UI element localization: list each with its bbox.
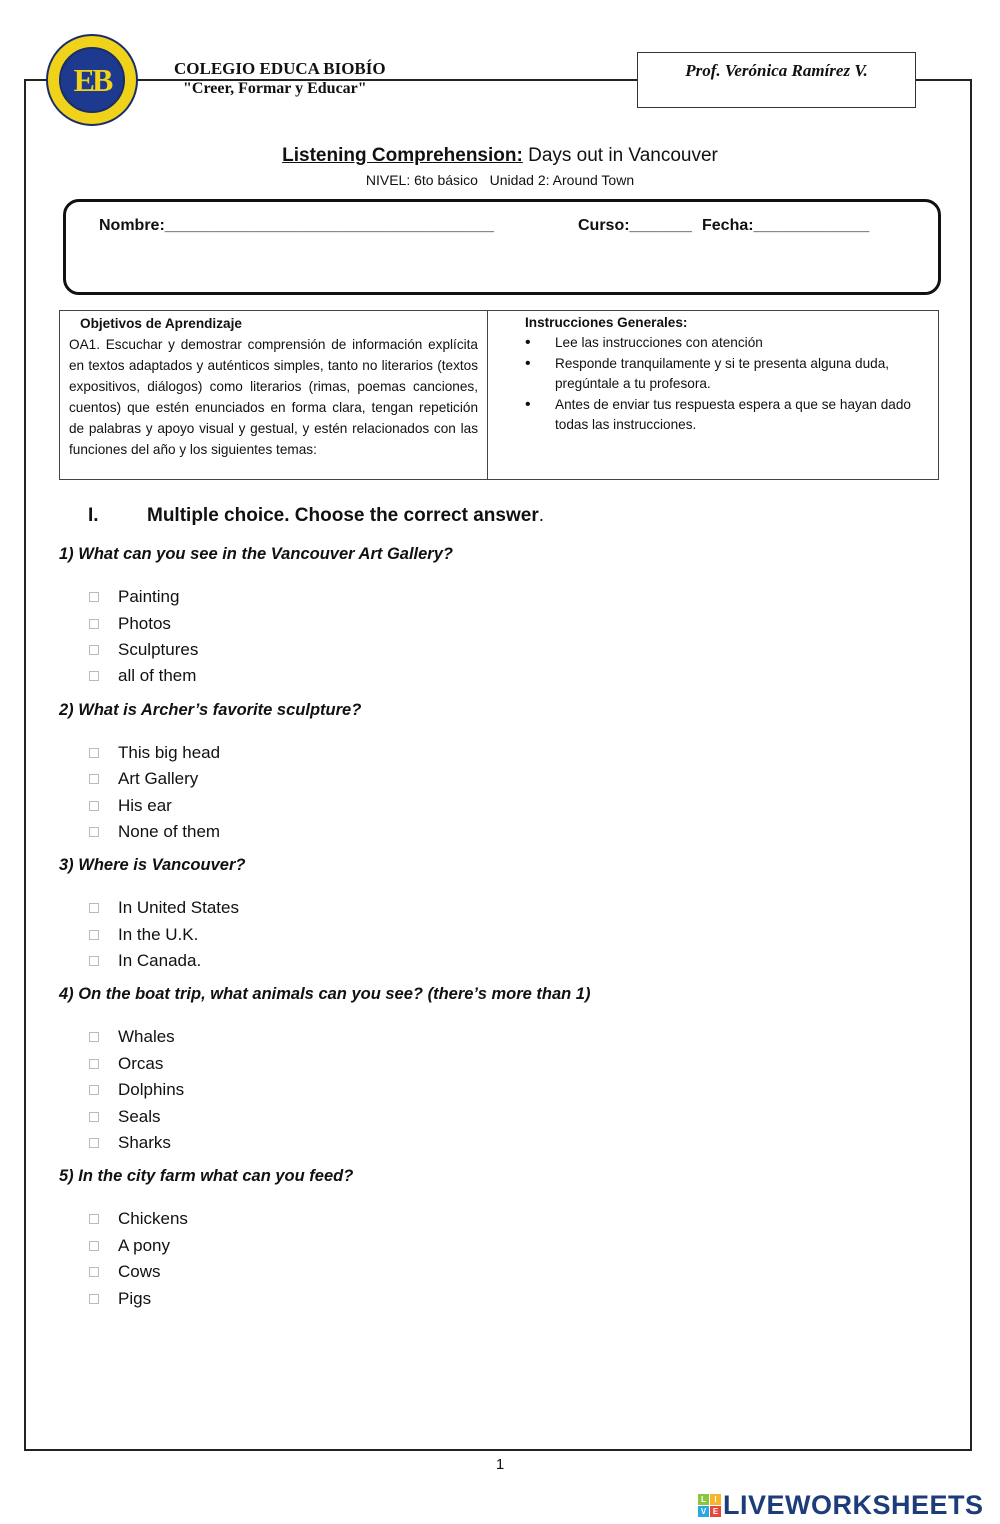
- answer-option[interactable]: [59, 1051, 939, 1077]
- option-label: In Canada.: [118, 951, 202, 971]
- answer-option[interactable]: [59, 610, 939, 636]
- option-label: None of them: [118, 821, 221, 841]
- answer-option[interactable]: [59, 1130, 939, 1156]
- section-number: I.: [88, 505, 99, 526]
- objectives-table: [59, 310, 939, 480]
- answer-option[interactable]: [59, 1077, 939, 1103]
- checkbox-icon[interactable]: [89, 671, 99, 681]
- checkbox-icon[interactable]: [89, 1112, 99, 1122]
- answer-option[interactable]: [59, 584, 939, 610]
- instructions-cell: [488, 311, 938, 479]
- option-label: Orcas: [118, 1053, 164, 1073]
- answer-option[interactable]: [59, 819, 939, 845]
- answer-option[interactable]: [59, 1024, 939, 1050]
- checkbox-icon[interactable]: [89, 1294, 99, 1304]
- answer-option[interactable]: [59, 948, 939, 974]
- checkbox-icon[interactable]: [89, 1138, 99, 1148]
- checkbox-icon[interactable]: [89, 1267, 99, 1277]
- checkbox-icon[interactable]: [89, 930, 99, 940]
- section-period: .: [538, 505, 544, 526]
- option-label: Dolphins: [118, 1080, 185, 1100]
- objectives-heading: Objetivos de Aprendizaje: [80, 316, 242, 331]
- checkbox-icon[interactable]: [89, 827, 99, 837]
- instruction-item: • Antes de enviar tus respuesta espera a que se hayan dado todas las instrucciones.: [525, 395, 926, 435]
- option-label: Pigs: [118, 1288, 152, 1308]
- checkbox-icon[interactable]: [89, 903, 99, 913]
- checkbox-icon[interactable]: [89, 645, 99, 655]
- checkbox-icon[interactable]: [89, 1241, 99, 1251]
- title-rest: Days out in Vancouver: [522, 145, 718, 166]
- option-label: Sculptures: [118, 639, 199, 659]
- questions-list: [59, 545, 939, 1323]
- school-name: COLEGIO EDUCA BIOBÍO: [174, 59, 390, 79]
- option-label: all of them: [118, 666, 197, 686]
- student-info-box: [63, 199, 941, 295]
- checkbox-icon[interactable]: [89, 1214, 99, 1224]
- logo-letters: EB: [59, 47, 125, 113]
- answer-option[interactable]: [59, 663, 939, 689]
- checkbox-icon[interactable]: [89, 801, 99, 811]
- objectives-text: OA1. Escuchar y demostrar comprensión de información explícita en textos adaptados y auténticos simples, tanto no literarios (textos expositivos, diálogos) como literarios (rimas, poemas canciones, cuentos) que estén enunciados en forma clara, tengan repetición de palabras y apoyo visual y gestual, y estén relacionados con las funciones del año y los siguientes temas:: [69, 337, 478, 457]
- answer-option[interactable]: [59, 766, 939, 792]
- checkbox-icon[interactable]: [89, 956, 99, 966]
- brand-name: LIVEWORKSHEETS: [723, 1490, 984, 1520]
- icon-tile: I: [710, 1494, 721, 1505]
- icon-tile: V: [698, 1506, 709, 1517]
- answer-option[interactable]: [59, 792, 939, 818]
- page-number: 1: [495, 1456, 505, 1473]
- option-label: Sharks: [118, 1133, 171, 1153]
- worksheet-subtitle: NIVEL: 6to básico Unidad 2: Around Town: [365, 172, 635, 188]
- section-title: Multiple choice. Choose the correct answer: [147, 505, 539, 526]
- school-logo: [46, 34, 138, 126]
- worksheet-title: [0, 145, 1000, 167]
- answer-option[interactable]: [59, 637, 939, 663]
- answer-option[interactable]: [59, 1233, 939, 1259]
- answer-option[interactable]: [59, 895, 939, 921]
- instructions-heading: Instrucciones Generales:: [525, 315, 688, 330]
- question-3: 3) Where is Vancouver?: [59, 856, 246, 875]
- date-field[interactable]: Fecha:_____________: [702, 217, 870, 234]
- teacher-name: Prof. Verónica Ramírez V.: [637, 52, 916, 108]
- question-2: 2) What is Archer’s favorite sculpture?: [59, 700, 362, 719]
- checkbox-icon[interactable]: [89, 1032, 99, 1042]
- question-1: 1) What can you see in the Vancouver Art Gallery?: [59, 545, 453, 563]
- answer-option[interactable]: [59, 1285, 939, 1311]
- option-label: His ear: [118, 795, 172, 815]
- options-list: [59, 1206, 939, 1312]
- icon-tile: L: [698, 1494, 709, 1505]
- option-label: Art Gallery: [118, 769, 199, 789]
- options-list: [59, 584, 939, 690]
- objectives-cell: [60, 311, 488, 479]
- answer-option[interactable]: [59, 1103, 939, 1129]
- option-label: In the U.K.: [118, 924, 199, 944]
- checkbox-icon[interactable]: [89, 774, 99, 784]
- name-field[interactable]: Nombre:_____________________________________: [99, 217, 495, 234]
- option-label: Seals: [118, 1106, 161, 1126]
- option-label: Cows: [118, 1262, 161, 1282]
- question-4: 4) On the boat trip, what animals can you see? (there’s more than 1): [59, 985, 591, 1004]
- option-label: Whales: [118, 1027, 175, 1047]
- option-label: This big head: [118, 742, 221, 762]
- course-field[interactable]: Curso:_______: [578, 217, 692, 234]
- liveworksheets-logo: [698, 1490, 984, 1521]
- options-list: [59, 895, 939, 974]
- section-heading: [88, 505, 544, 527]
- answer-option[interactable]: [59, 740, 939, 766]
- checkbox-icon[interactable]: [89, 1085, 99, 1095]
- icon-tile: E: [710, 1506, 721, 1517]
- answer-option[interactable]: [59, 1259, 939, 1285]
- options-list: [59, 1024, 939, 1156]
- checkbox-icon[interactable]: [89, 592, 99, 602]
- question-5: 5) In the city farm what can you feed?: [59, 1167, 354, 1186]
- option-label: A pony: [118, 1235, 170, 1255]
- title-bold: Listening Comprehension:: [282, 145, 523, 166]
- instruction-item: • Responde tranquilamente y si te presenta alguna duda, pregúntale a tu profesora.: [525, 354, 926, 394]
- option-label: Painting: [118, 587, 180, 607]
- answer-option[interactable]: [59, 922, 939, 948]
- option-label: Chickens: [118, 1209, 188, 1229]
- checkbox-icon[interactable]: [89, 619, 99, 629]
- answer-option[interactable]: [59, 1206, 939, 1232]
- option-label: In United States: [118, 898, 239, 918]
- instruction-item: • Lee las instrucciones con atención: [525, 333, 926, 353]
- options-list: [59, 740, 939, 846]
- liveworksheets-icon: [698, 1494, 721, 1517]
- option-label: Photos: [118, 613, 171, 633]
- checkbox-icon[interactable]: [89, 1059, 99, 1069]
- checkbox-icon[interactable]: [89, 748, 99, 758]
- school-motto: "Creer, Formar y Educar": [183, 80, 367, 97]
